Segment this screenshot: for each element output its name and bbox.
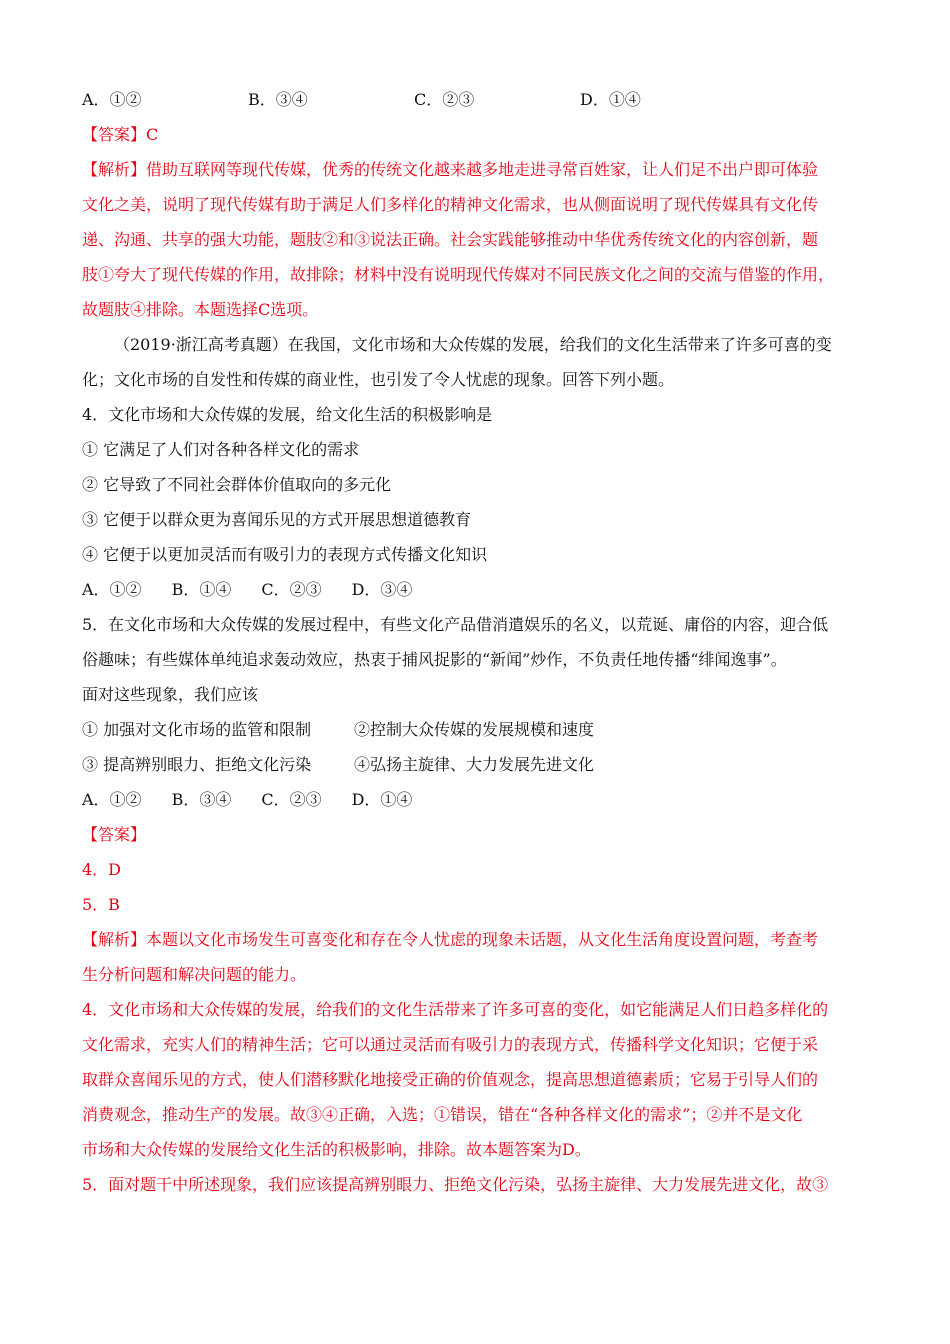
q5-option-c: C．②③ [261,790,322,809]
analysis-line: 4．文化市场和大众传媒的发展，给我们的文化生活带来了许多可喜的变化，如它能满足人们日趋多样化的 [82,1000,829,1019]
q5-stem-line: 5．在文化市场和大众传媒的发展过程中，有些文化产品借消遣娱乐的名义，以荒诞、庸俗的内容，迎合低 [82,615,829,634]
q4-options [82,572,872,607]
q4-option-c: C．②③ [261,580,322,599]
q3-option-b: B．③④ [248,90,308,109]
document-page [82,82,872,1202]
q5-stem-line: 面对这些现象，我们应该 [82,685,259,704]
q3-option-c: C．②③ [414,90,475,109]
analysis-line: 市场和大众传媒的发展给文化生活的积极影响，排除。故本题答案为D。 [82,1140,591,1159]
q4-stem: 4．文化市场和大众传媒的发展，给文化生活的积极影响是 [82,405,493,424]
analysis-line: 5．面对题干中所述现象，我们应该提高辨别眼力、拒绝文化污染，弘扬主旋律、大力发展先进文化，故③ [82,1175,829,1194]
q3-options [82,82,872,117]
analysis-line [82,922,872,957]
q5-items-row [82,747,872,782]
q3-analysis-line: 递、沟通、共享的强大功能，题肢②和③说法正确。社会实践能够推动中华优秀传统文化的内容创新，题 [82,230,819,249]
intro-line: 化；文化市场的自发性和传媒的商业性，也引发了令人忧虑的现象。回答下列小题。 [82,370,675,389]
q5-option-d: D．①④ [351,790,413,809]
q5-stem-line: 俗趣味；有些媒体单纯追求轰动效应，热衷于捕风捉影的“新闻”炒作，不负责任地传播“绯闻逸事”。 [82,650,787,669]
analysis-line: 文化需求，充实人们的精神生活；它可以通过灵活而有吸引力的表现方式，传播科学文化知识；它便于采 [82,1035,819,1054]
q3-analysis-line: 文化之美，说明了现代传媒有助于满足人们多样化的精神文化需求，也从侧面说明了现代传媒具有文化传 [82,195,819,214]
q5-option-b: B．③④ [171,790,232,809]
q5-item: ③ 提高辨别眼力、拒绝文化污染 [82,755,312,774]
q3-analysis-text: 借助互联网等现代传媒，优秀的传统文化越来越多地走进寻常百姓家，让人们足不出户即可体验 [146,160,819,179]
q5-item: ②控制大众传媒的发展规模和速度 [354,720,595,739]
q5-item: ④弘扬主旋律、大力发展先进文化 [354,755,595,774]
q3-analysis-tag: 【解析】 [82,160,147,179]
q4-item: ① 它满足了人们对各种各样文化的需求 [82,440,360,459]
analysis-line: 生分析问题和解决问题的能力。 [82,965,307,984]
q3-analysis-line [82,152,872,187]
answer-line: 4．D [82,860,122,879]
q4-option-a: A．①② [82,580,142,599]
q3-analysis-line: 肢①夸大了现代传媒的作用，故排除；材料中没有说明现代传媒对不同民族文化之间的交流与借鉴的作用， [82,265,835,284]
q3-answer-tag: 【答案】 [82,125,147,144]
analysis-line: 取群众喜闻乐见的方式，使人们潜移默化地接受正确的价值观念，提高思想道德素质；它易于引导人们的 [82,1070,819,1089]
answers-tag: 【答案】 [82,825,147,844]
q4-item: ③ 它便于以群众更为喜闻乐见的方式开展思想道德教育 [82,510,472,529]
q3-answer [82,117,872,152]
analysis-line: 消费观念，推动生产的发展。故③④正确，入选；①错误，错在“各种各样文化的需求”；②并不是文化 [82,1105,803,1124]
q4-option-b: B．①④ [171,580,232,599]
answer-line: 5．B [82,895,120,914]
q3-option-d: D．①④ [580,90,641,109]
q5-items-row [82,712,872,747]
intro-line: （2019·浙江高考真题）在我国，文化市场和大众传媒的发展，给我们的文化生活带来了许多可喜的变 [114,335,832,354]
q5-item: ① 加强对文化市场的监管和限制 [82,720,312,739]
analysis-tag: 【解析】 [82,930,147,949]
q3-analysis-line: 故题肢④排除。本题选择C选项。 [82,300,319,319]
q4-item: ② 它导致了不同社会群体价值取向的多元化 [82,475,392,494]
q4-item: ④ 它便于以更加灵活而有吸引力的表现方式传播文化知识 [82,545,488,564]
q5-option-a: A．①② [82,790,142,809]
analysis-text: 本题以文化市场发生可喜变化和存在令人忧虑的现象未话题，从文化生活角度设置问题，考查考 [146,930,819,949]
q3-answer-value: C [146,125,159,144]
q5-options [82,782,872,817]
q3-option-a: A．①② [82,90,142,109]
q4-option-d: D．③④ [351,580,413,599]
